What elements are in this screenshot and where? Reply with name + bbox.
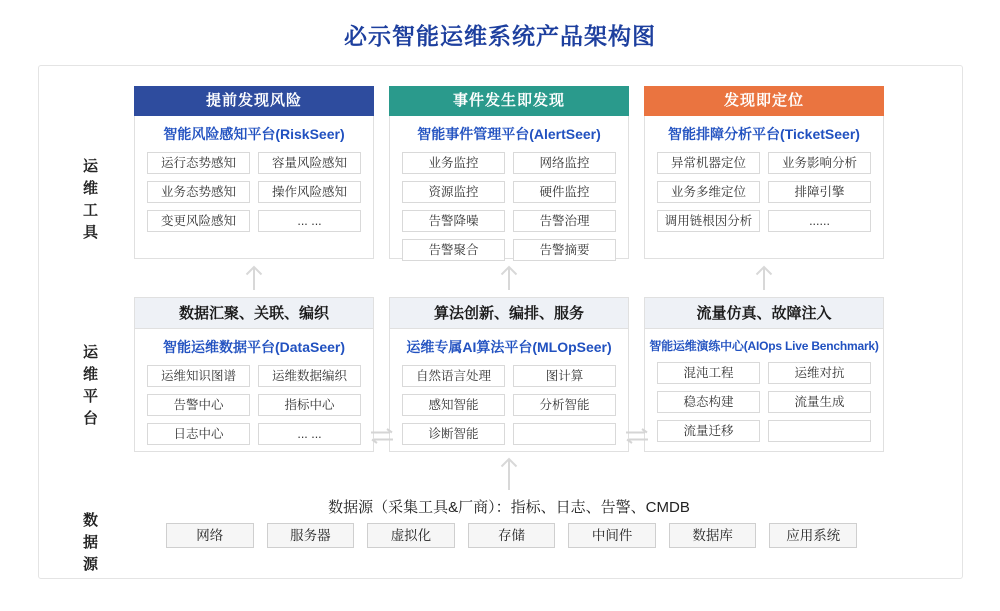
feature-cell: 容量风险感知 [258, 152, 361, 174]
layer-label-ops-tools: 运维工具 [81, 158, 98, 246]
feature-cell: 资源监控 [402, 181, 505, 203]
feature-cell: ... ... [258, 210, 361, 232]
arrow-up-icon [497, 454, 521, 492]
platform-subtitle: 智能排障分析平台(TicketSeer) [668, 126, 860, 142]
feature-cell: 运维知识图谱 [147, 365, 250, 387]
feature-cell: ... ... [258, 423, 361, 445]
tool-box-alertseer [389, 86, 629, 259]
tool-box-body [389, 116, 629, 259]
platform-box-dataseer [134, 297, 374, 452]
feature-cell: 运行态势感知 [147, 152, 250, 174]
datasource-item: 服务器 [267, 523, 355, 548]
feature-cell: 流量迁移 [657, 420, 760, 442]
platform-box-body [134, 329, 374, 452]
feature-cells [135, 152, 373, 232]
platform-subtitle: 智能运维演练中心(AIOps Live Benchmark) [649, 339, 879, 353]
feature-cell: 变更风险感知 [147, 210, 250, 232]
feature-cell [768, 420, 871, 442]
feature-cells [390, 152, 628, 261]
feature-cell: 诊断智能 [402, 423, 505, 445]
page-title: 必示智能运维系统产品架构图 [344, 23, 656, 49]
feature-cell: 运维数据编织 [258, 365, 361, 387]
datasource-item: 网络 [166, 523, 254, 548]
layer-label-data-source: 数据源 [81, 512, 98, 578]
tool-box-riskseer [134, 86, 374, 259]
feature-cell: 指标中心 [258, 394, 361, 416]
platform-box-aiops-live-benchmark [644, 297, 884, 452]
datasource-items [166, 523, 857, 548]
platform-subtitle: 智能事件管理平台(AlertSeer) [417, 126, 601, 142]
feature-cell: 分析智能 [513, 394, 616, 416]
feature-cell: 日志中心 [147, 423, 250, 445]
platform-box-header: 算法创新、编排、服务 [389, 297, 629, 329]
platform-box-header: 数据汇聚、关联、编织 [134, 297, 374, 329]
feature-cell: 告警聚合 [402, 239, 505, 261]
platform-box-body [644, 329, 884, 452]
feature-cell: 硬件监控 [513, 181, 616, 203]
feature-cell: 调用链根因分析 [657, 210, 760, 232]
feature-cell: 稳态构建 [657, 391, 760, 413]
feature-cell: 异常机器定位 [657, 152, 760, 174]
diagram-frame [38, 65, 963, 579]
tool-box-body [644, 116, 884, 259]
feature-cell: 感知智能 [402, 394, 505, 416]
tool-box-header: 发现即定位 [644, 86, 884, 116]
feature-cells [390, 365, 628, 445]
datasource-item: 虚拟化 [367, 523, 455, 548]
feature-cell: 图计算 [513, 365, 616, 387]
exchange-arrows-icon [368, 426, 396, 446]
datasource-item: 数据库 [669, 523, 757, 548]
arrow-up-icon [242, 262, 266, 292]
platform-box-header: 流量仿真、故障注入 [644, 297, 884, 329]
feature-cells [645, 362, 883, 442]
datasource-item: 应用系统 [769, 523, 857, 548]
tool-box-header: 提前发现风险 [134, 86, 374, 116]
feature-cell: 业务影响分析 [768, 152, 871, 174]
feature-cell: 排障引擎 [768, 181, 871, 203]
feature-cell: 告警治理 [513, 210, 616, 232]
exchange-arrows-icon [623, 426, 651, 446]
platform-box-mlopseer [389, 297, 629, 452]
feature-cell: 业务多维定位 [657, 181, 760, 203]
datasource-item: 存储 [468, 523, 556, 548]
feature-cells [645, 152, 883, 232]
feature-cell: 业务态势感知 [147, 181, 250, 203]
platform-box-body [389, 329, 629, 452]
feature-cell: 网络监控 [513, 152, 616, 174]
tool-box-body [134, 116, 374, 259]
feature-cell: ...... [768, 210, 871, 232]
feature-cell: 业务监控 [402, 152, 505, 174]
feature-cell: 操作风险感知 [258, 181, 361, 203]
datasource-label: 数据源（采集工具&厂商）：指标、日志、告警、CMDB [328, 499, 690, 516]
feature-cell: 告警摘要 [513, 239, 616, 261]
feature-cell: 告警降噪 [402, 210, 505, 232]
platform-subtitle: 智能风险感知平台(RiskSeer) [163, 126, 345, 142]
datasource-item: 中间件 [568, 523, 656, 548]
layer-label-ops-platform: 运维平台 [81, 344, 98, 432]
feature-cell: 流量生成 [768, 391, 871, 413]
platform-subtitle: 智能运维数据平台(DataSeer) [162, 339, 346, 355]
feature-cells [135, 365, 373, 445]
arrow-up-icon [497, 262, 521, 292]
feature-cell: 告警中心 [147, 394, 250, 416]
feature-cell: 自然语言处理 [402, 365, 505, 387]
platform-subtitle: 运维专属AI算法平台(MLOpSeer) [406, 339, 612, 355]
feature-cell: 运维对抗 [768, 362, 871, 384]
tool-box-ticketseer [644, 86, 884, 259]
feature-cell [513, 423, 616, 445]
arrow-up-icon [752, 262, 776, 292]
feature-cell: 混沌工程 [657, 362, 760, 384]
tool-box-header: 事件发生即发现 [389, 86, 629, 116]
